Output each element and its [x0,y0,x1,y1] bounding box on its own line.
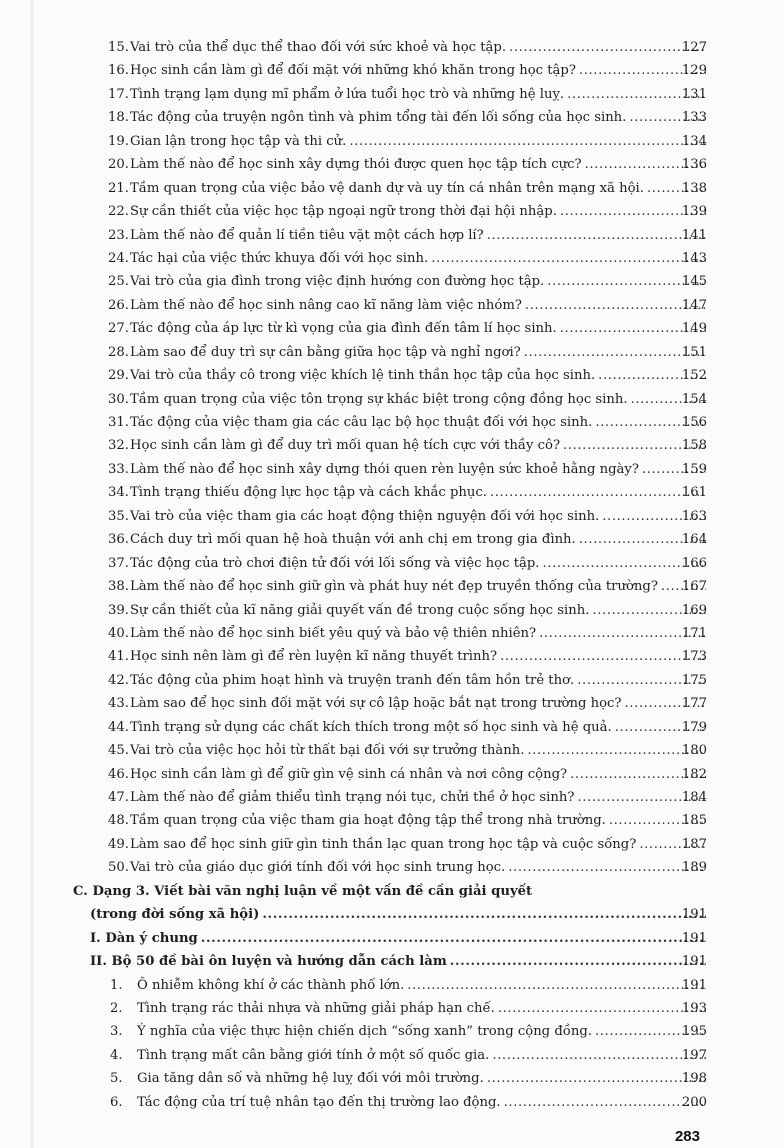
toc-entry[interactable] [0,153,784,176]
toc-entry-number: 25. [108,274,129,290]
toc-entry-number: 47. [108,790,129,805]
toc-entry-number: 27. [108,321,129,337]
toc-entry-number: 33. [108,461,129,477]
toc-entry[interactable] [0,622,784,645]
toc-entry-title: Làm thế nào để học sinh xây dựng thói quen rèn luyện sức khoẻ hằng ngày? [130,461,639,477]
toc-entry-number: 39. [108,602,129,618]
dot-leader [500,645,706,668]
toc-entry-number: 37. [108,555,129,571]
toc-entry[interactable] [0,247,784,270]
toc-entry-title: Tình trạng lạm dụng mĩ phẩm ở lứa tuổi học trò và những hệ luỵ. [130,86,565,102]
toc-entry-page: 151 [681,344,707,360]
toc-entry-title: Học sinh cần làm gì để giữ gìn vệ sinh cá nhân và nơi công cộng? [130,766,568,782]
toc-section-c-heading-cont[interactable] [0,903,784,926]
dot-leader [431,247,706,270]
toc-entry-title: Làm thế nào để học sinh giữ gìn và phát huy nét đẹp truyền thống của trường? [130,579,658,595]
dot-leader [508,856,706,879]
toc-entry[interactable] [0,763,784,786]
dot-leader [504,1091,706,1114]
toc-entry[interactable] [0,716,784,739]
toc-entry-page: 195 [681,1024,707,1040]
toc-entry-number: 40. [108,625,129,641]
toc-entry-number: 29. [108,368,129,384]
toc-entry[interactable] [0,692,784,715]
toc-entry-page: 187 [681,836,707,852]
toc-entry-title: Làm thế nào để học sinh nâng cao kĩ năng làm việc nhóm? [130,297,522,313]
toc-entry-title: Vai trò của giáo dục giới tính đối với học sinh trung học. [130,860,506,876]
toc-entry[interactable] [0,856,784,879]
toc-entry-title: Học sinh cần làm gì để đối mặt với những khó khăn trong học tập? [130,63,576,79]
toc-entry-number: 34. [108,485,129,501]
toc-entry[interactable] [0,317,784,340]
toc-entry[interactable] [0,997,784,1020]
toc-entry-title: Học sinh nên làm gì để rèn luyện kĩ năng thuyết trình? [130,649,498,665]
toc-entry-number: 41. [108,649,129,665]
toc-entry[interactable] [0,1067,784,1090]
toc-list-part2 [0,974,784,1115]
toc-entry-page: 191 [681,977,707,993]
dot-leader [492,1044,706,1067]
toc-entry-number: 30. [108,391,129,407]
toc-entry-number: 17. [108,86,129,102]
toc-entry-title: Tác động của trò chơi điện tử đối với lối sống và việc học tập. [130,555,540,571]
toc-entry-page: 129 [681,63,707,79]
toc-entry-page: 154 [681,391,707,407]
toc-entry-title: Làm thế nào để học sinh biết yêu quý và bảo vệ thiên nhiên? [130,625,537,641]
toc-entry-number: 4. [110,1047,123,1063]
toc-entry[interactable] [0,505,784,528]
toc-entry-title: Học sinh cần làm gì để duy trì mối quan hệ tích cực với thầy cô? [130,438,561,454]
dot-leader [490,481,706,504]
toc-entry-number: 32. [108,438,129,454]
toc-entry-title: Gian lận trong học tập và thi cử. [130,133,347,149]
toc-entry-number: 3. [110,1024,123,1040]
toc-entry[interactable] [0,1044,784,1067]
toc-entry-page: 167 [681,579,707,595]
toc-entry-page: 166 [681,555,707,571]
toc-entry[interactable] [0,364,784,387]
toc-entry-page: 156 [681,415,707,430]
toc-entry-page: 169 [681,602,707,618]
toc-entry-number: 44. [108,719,129,735]
toc-entry-page: 145 [681,274,707,290]
toc-entry-page: 143 [681,250,707,266]
toc-entry-number: 36. [108,532,129,548]
toc-entry-title: Làm thế nào để quản lí tiền tiêu vặt một cách hợp lí? [130,227,484,243]
toc-entry[interactable] [0,434,784,457]
toc-entry-page: 200 [681,1094,707,1110]
toc-entry-page: 164 [681,532,707,548]
toc-entry[interactable] [0,809,784,832]
toc-entry[interactable] [0,341,784,364]
toc-entry-page: 152 [681,368,707,384]
toc-entry-title: Gia tăng dân số và những hệ luỵ đối với môi trường. [137,1071,484,1087]
toc-entry[interactable] [0,224,784,247]
toc-entry-title: Tác động của trí tuệ nhân tạo đến thị trường lao động. [137,1094,501,1110]
toc-entry[interactable] [0,388,784,411]
toc-entry-number: 46. [108,766,129,782]
toc-entry-page: 175 [681,672,707,688]
toc-entry-title: Tác động của truyện ngôn tình và phim tổng tài đến lối sống của học sinh. [130,110,627,126]
toc-entry-title: Tình trạng rác thải nhựa và những giải pháp hạn chế. [137,1000,495,1016]
toc-entry[interactable] [0,130,784,153]
dot-leader [498,997,706,1020]
toc-entry-page: 147 [681,297,707,313]
toc-entry-number: 31. [108,415,129,430]
toc-entry[interactable] [0,669,784,692]
toc-entry-page: 141 [681,227,707,243]
toc-entry-number: 1. [110,977,123,993]
toc-entry-page: 184 [681,790,707,805]
section-c-i-page: 191 [681,930,707,946]
toc-entry-page: 127 [681,40,707,55]
section-c-ii-page: 191 [681,954,707,970]
toc-entry-title: Làm thế nào để giảm thiểu tình trạng nói tục, chửi thề ở học sinh? [130,790,575,805]
section-c-page: 191 [681,907,707,923]
dot-leader [487,1067,706,1090]
toc-entry[interactable] [0,552,784,575]
toc-entry-page: 193 [681,1000,707,1016]
dot-leader [349,130,706,153]
toc-entry-page: 198 [681,1071,707,1087]
toc-entry[interactable] [0,575,784,598]
toc-entry[interactable] [0,106,784,129]
toc-entry-title: Làm sao để duy trì sự cân bằng giữa học tập và nghỉ ngơi? [130,344,521,360]
dot-leader [450,950,706,973]
toc-entry-number: 22. [108,204,129,220]
dot-leader [525,294,706,317]
dot-leader [509,36,706,59]
toc-entry-number: 28. [108,344,129,360]
toc-entry-title: Tình trạng mất cân bằng giới tính ở một số quốc gia. [137,1047,490,1063]
toc-entry[interactable] [0,200,784,223]
toc-entry-title: Tác động của việc tham gia các câu lạc bộ học thuật đối với học sinh. [130,415,593,430]
toc-entry-title: Ô nhiễm không khí ở các thành phố lớn. [137,977,405,993]
toc-entry-title: Tầm quan trọng của việc tôn trọng sự khác biệt trong cộng đồng học sinh. [130,391,628,407]
toc-entry-page: 136 [681,157,707,173]
toc-entry-number: 15. [108,40,129,55]
toc-entry-page: 179 [681,719,707,735]
toc-entry-page: 139 [681,204,707,220]
toc-entry-page: 133 [681,110,707,126]
dot-leader [201,927,706,950]
toc-entry-page: 185 [681,813,707,829]
toc-section-c-i[interactable] [0,927,784,950]
toc-entry-page: 177 [681,696,707,712]
toc-entry[interactable] [0,411,784,434]
toc-entry-number: 42. [108,672,129,688]
toc-entry[interactable] [0,36,784,59]
section-c-title-line1: C. Dạng 3. Viết bài văn nghị luận về một vấn đề cần giải quyết [73,883,533,899]
toc-entry-number: 6. [110,1094,123,1110]
toc-entry-title: Tầm quan trọng của việc bảo vệ danh dự và uy tín cá nhân trên mạng xã hội. [130,180,644,196]
toc-entry-number: 18. [108,110,129,126]
toc-entry-title: Sự cần thiết của việc học tập ngoại ngữ trong thời đại hội nhập. [130,204,557,220]
dot-leader [524,341,706,364]
toc-entry[interactable] [0,481,784,504]
toc-entry[interactable] [0,974,784,997]
toc-entry-title: Làm thế nào để học sinh xây dựng thói được quen học tập tích cực? [130,157,582,173]
toc-entry-page: 134 [681,133,707,149]
toc-entry-number: 48. [108,813,129,829]
toc-entry-title: Vai trò của việc tham gia các hoạt động thiện nguyện đối với học sinh. [130,508,600,524]
toc-entry-title: Vai trò của thầy cô trong việc khích lệ tinh thần học tập của học sinh. [130,368,596,384]
toc-entry-number: 21. [108,180,129,196]
toc-entry-page: 138 [681,180,707,196]
toc-entry[interactable] [0,833,784,856]
toc-entry-number: 50. [108,860,129,876]
toc-entry[interactable] [0,645,784,668]
toc-entry[interactable] [0,59,784,82]
toc-entry-title: Làm sao để học sinh giữ gìn tinh thần lạc quan trong học tập và cuộc sống? [130,836,637,852]
toc-entry-page: 182 [681,766,707,782]
toc-entry[interactable] [0,1091,784,1114]
toc-entry[interactable] [0,177,784,200]
toc-entry-number: 20. [108,157,129,173]
toc-entry-title: Tác động của phim hoạt hình và truyện tranh đến tâm hồn trẻ thơ. [130,672,575,688]
toc-entry[interactable] [0,1020,784,1043]
toc-entry-number: 19. [108,133,129,149]
toc-entry[interactable] [0,739,784,762]
toc-section-c-ii[interactable] [0,950,784,973]
toc-entry-page: 197 [681,1047,707,1063]
toc-entry-number: 38. [108,579,129,595]
toc-section-c-heading[interactable] [0,880,784,903]
toc-entry-number: 23. [108,227,129,243]
toc-entry-title: Tình trạng thiếu động lực học tập và cách khắc phục. [130,485,487,501]
toc-entry-page: 131 [681,86,707,102]
toc-entry-title: Làm sao để học sinh đối mặt với sự cô lập hoặc bắt nạt trong trường học? [130,696,622,712]
toc-entry-page: 158 [681,438,707,454]
dot-leader [527,739,706,762]
toc-entry-title: Vai trò của gia đình trong việc định hướng con đường học tập. [130,274,545,290]
toc-entry[interactable] [0,270,784,293]
toc-entry-title: Vai trò của thể dục thể thao đối với sức khoẻ và học tập. [130,40,507,55]
toc-entry[interactable] [0,528,784,551]
toc-entry-page: 180 [681,743,707,759]
toc-entry-number: 16. [108,63,129,79]
toc-entry-title: Cách duy trì mối quan hệ hoà thuận với anh chị em trong gia đình. [130,532,576,548]
toc-entry-number: 43. [108,696,129,712]
dot-leader [487,224,706,247]
toc-entry-page: 173 [681,649,707,665]
toc-entry[interactable] [0,599,784,622]
toc-list-part1 [0,36,784,880]
toc-entry-number: 2. [110,1000,123,1016]
toc-entry-page: 171 [681,625,707,641]
toc-entry[interactable] [0,83,784,106]
toc-entry-page: 163 [681,508,707,524]
toc-entry-page: 149 [681,321,707,337]
dot-leader [407,974,706,997]
toc-entry-title: Tác động của áp lực từ kì vọng của gia đình đến tâm lí học sinh. [130,321,557,337]
toc-entry-title: Ý nghĩa của việc thực hiện chiến dịch “sống xanh” trong cộng đồng. [137,1024,592,1040]
dot-leader [262,903,706,926]
toc-entry-number: 49. [108,836,129,852]
toc-entry[interactable] [0,294,784,317]
toc-entry-number: 35. [108,508,129,524]
section-c-title-line2: (trong đời sống xã hội) [90,907,260,923]
toc-entry-page: 189 [681,860,707,876]
toc-entry-page: 159 [681,461,707,477]
page-number: 283 [674,1128,700,1145]
section-c-i-title: I. Dàn ý chung [90,930,198,946]
toc-entry-title: Tầm quan trọng của việc tham gia hoạt động tập thể trong nhà trường. [130,813,606,829]
toc-entry-number: 26. [108,297,129,313]
section-c-ii-title: II. Bộ 50 đề bài ôn luyện và hướng dẫn cách làm [90,954,447,970]
toc-entry-title: Sự cần thiết của kĩ năng giải quyết vấn đề trong cuộc sống học sinh. [130,602,590,618]
toc-entry-number: 45. [108,743,129,759]
toc-entry[interactable] [0,458,784,481]
table-of-contents [0,36,784,1114]
toc-entry-title: Vai trò của việc học hỏi từ thất bại đối với sự trưởng thành. [130,743,525,759]
toc-entry[interactable] [0,786,784,809]
toc-entry-title: Tác hại của việc thức khuya đối với học sinh. [130,250,429,266]
toc-entry-number: 24. [108,250,129,266]
toc-entry-title: Tình trạng sử dụng các chất kích thích trong một số học sinh và hệ quả. [130,719,612,735]
toc-entry-number: 5. [110,1071,123,1087]
toc-entry-page: 161 [681,485,707,501]
